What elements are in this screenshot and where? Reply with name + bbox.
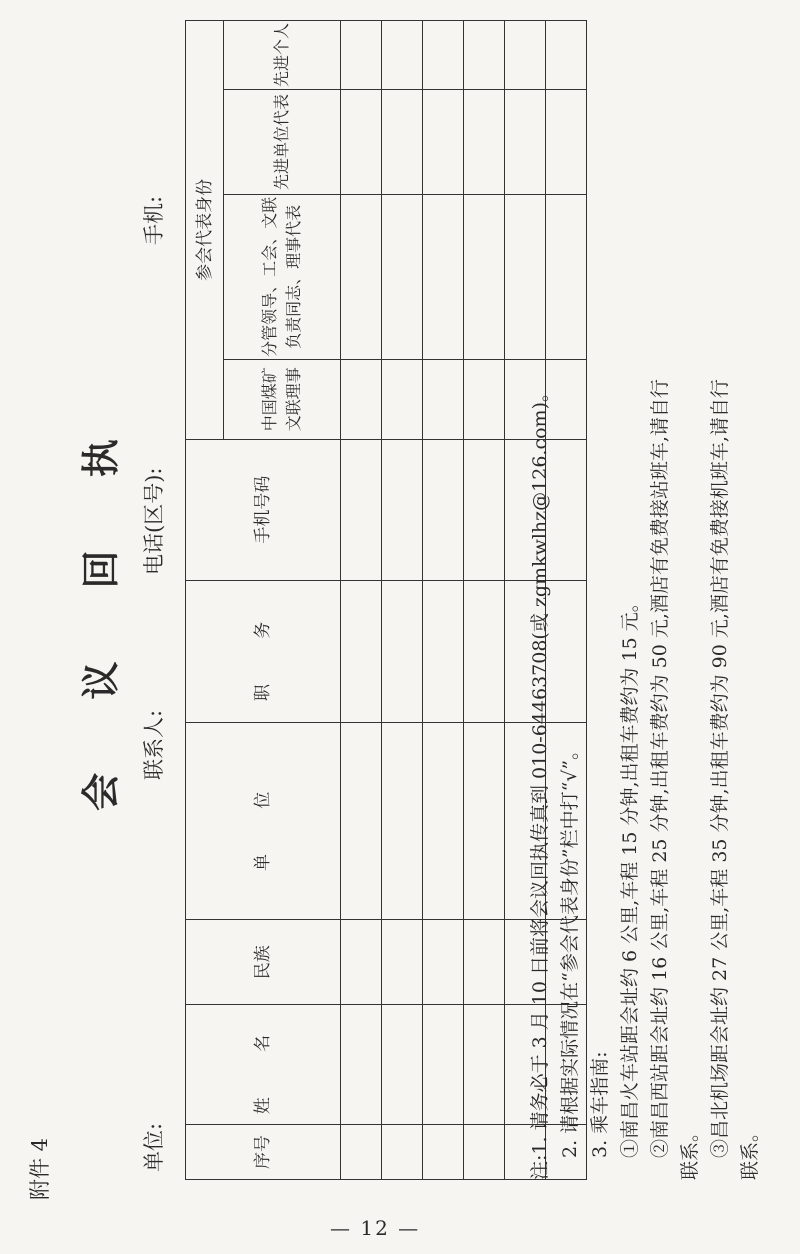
table-row	[382, 21, 423, 1180]
table-row	[464, 21, 505, 1180]
header-identity-council: 中国煤矿文联理事	[224, 359, 341, 439]
header-position: 职 务	[186, 580, 341, 723]
contact-label: 联系人:	[142, 709, 166, 780]
table-row	[423, 21, 464, 1180]
unit-label: 单位:	[142, 1122, 166, 1172]
mobile-label: 手机:	[142, 195, 166, 245]
note-west-station: ②南昌西站距会址约 16 公里,车程 25 分钟,出租车费约为 50 元,酒店有免费接站班车,请自行	[649, 379, 671, 1158]
page-number: — 12 —	[330, 1216, 421, 1240]
header-identity-group: 参会代表身份	[186, 21, 224, 440]
header-no: 序号	[186, 1125, 341, 1180]
note-train-station: ①南昌火车站距会址约 6 公里,车程 15 分钟,出租车费约为 15 元。	[619, 593, 641, 1158]
attachment-label: 附件 4	[28, 1137, 52, 1200]
header-mobile: 手机号码	[186, 439, 341, 580]
phone-label: 电话(区号):	[142, 467, 166, 575]
note-west-station-cont: 联系。	[679, 1122, 701, 1180]
header-unit: 单 位	[186, 723, 341, 920]
header-name: 姓 名	[186, 1005, 341, 1125]
note-airport: ③昌北机场距会址约 27 公里,车程 35 分钟,出租车费约为 90 元,酒店有免费接机班车,请自行	[709, 379, 731, 1158]
table-row	[341, 21, 382, 1180]
header-identity-leaders: 分管领导、工会、文联负责同志、理事代表	[224, 194, 341, 359]
header-identity-advanced-person: 先进个人	[224, 21, 341, 90]
note-transport-heading: 3. 乘车指南:	[589, 1051, 611, 1158]
rotated-page	[20, 20, 780, 1200]
note-airport-cont: 联系。	[739, 1122, 761, 1180]
header-identity-advanced-unit: 先进单位代表	[224, 90, 341, 195]
header-ethnicity: 民族	[186, 920, 341, 1005]
note-fax: 注:1. 请务必于 3 月 10 日前将会议回执传真到 010-64463708(或 zgmkwlhz@126.com)。	[529, 383, 551, 1180]
note-identity: 2. 请根据实际情况在“参会代表身份”栏中打“√”。	[559, 740, 581, 1158]
page-title: 会 议 回 执	[79, 409, 123, 811]
notes-section	[525, 40, 765, 1180]
